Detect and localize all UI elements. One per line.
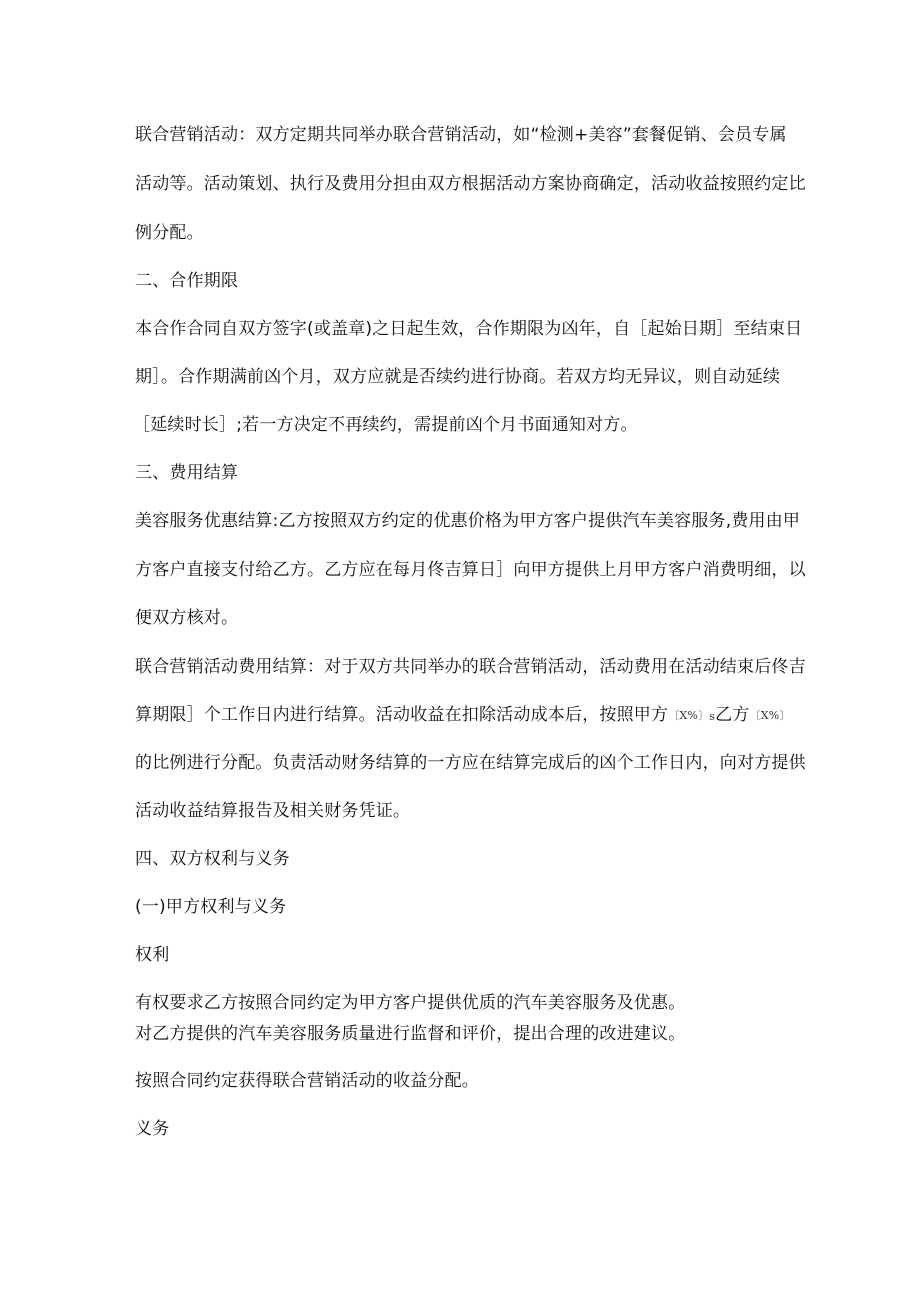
- rights-item-3: 按照合同约定获得联合营销活动的收益分配。: [135, 1071, 479, 1091]
- paragraph-joint-marketing-line-3: 例分配。: [135, 223, 204, 243]
- paragraph-marketing-settlement-line-3: 的比例进行分配。负责活动财务结算的一方应在结算完成后的凶个工作日内，向对方提供: [135, 753, 806, 773]
- rights-item-2: 对乙方提供的汽车美容服务质量进行监督和评价，提出合理的改进建议。: [135, 1024, 686, 1044]
- paragraph-term-line-2: 期］。合作期满前凶个月，双方应就是否续约进行协商。若双方均无异议，则自动延续: [135, 367, 781, 387]
- label-rights: 权利: [135, 945, 170, 965]
- paragraph-joint-marketing-line-1: 联合营销活动：双方定期共同举办联合营销活动，如“检测+美容”套餐促销、会员专属: [135, 125, 787, 145]
- party-b-percentage: 〔X%〕: [749, 709, 791, 722]
- paragraph-joint-marketing-line-2: 活动等。活动策划、执行及费用分担由双方根据活动方案协商确定，活动收益按照约定比: [135, 174, 806, 194]
- heading-cooperation-term: 二、合作期限: [135, 271, 239, 291]
- paragraph-term-line-3: ［延续时长］;若一方决定不再续约，需提前凶个月书面通知对方。: [133, 415, 638, 435]
- paragraph-marketing-settlement-line-1: 联合营销活动费用结算：对于双方共同举办的联合营销活动，活动费用在活动结束后佟吉: [135, 657, 806, 677]
- label-obligations: 义务: [135, 1119, 170, 1139]
- paragraph-beauty-settlement-line-1: 美容服务优惠结算:乙方按照双方约定的优惠价格为甲方客户提供汽车美容服务,费用由甲: [135, 511, 801, 531]
- marketing-settlement-line-2-text: 算期限］个工作日内进行结算。活动收益在扣除活动成本后，按照甲方: [135, 705, 669, 725]
- heading-rights-obligations: 四、双方权利与义务: [135, 849, 290, 869]
- paragraph-beauty-settlement-line-2: 方客户直接支付给乙方。乙方应在每月佟吉算日］向甲方提供上月甲方客户消费明细，以: [135, 560, 806, 580]
- party-a-percentage: 〔X%〕: [668, 709, 710, 722]
- paragraph-term-line-1: 本合作合同自双方签字(或盖章)之日起生效，合作期限为凶年，自［起始日期］至结束日: [135, 319, 803, 339]
- heading-fee-settlement: 三、费用结算: [135, 463, 239, 483]
- rights-item-1: 有权要求乙方按照合同约定为甲方客户提供优质的汽车美容服务及优惠。: [135, 993, 686, 1013]
- subheading-party-a: (一)甲方权利与义务: [135, 897, 287, 917]
- party-b-label: 乙方: [715, 705, 750, 725]
- paragraph-marketing-settlement-line-4: 活动收益结算报告及相关财务凭证。: [135, 801, 411, 821]
- paragraph-marketing-settlement-line-2: [135, 704, 791, 728]
- paragraph-beauty-settlement-line-3: 便双方核对。: [135, 608, 239, 628]
- separator-s: s: [709, 710, 716, 723]
